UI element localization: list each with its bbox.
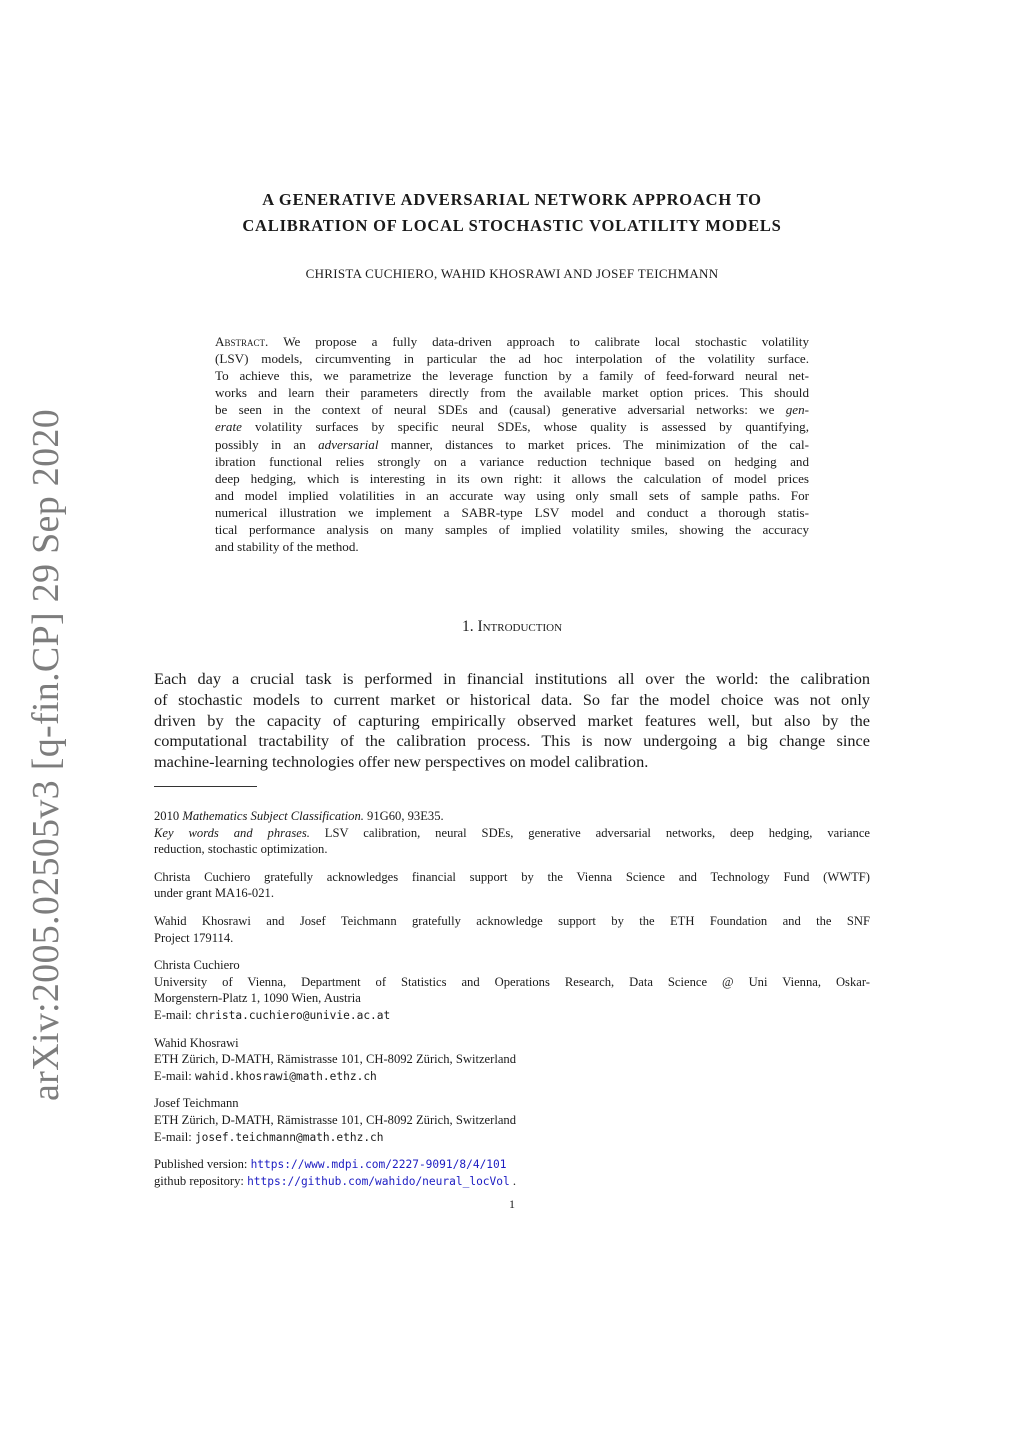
published-version-link[interactable]: https://www.mdpi.com/2227-9091/8/4/101 bbox=[250, 1158, 507, 1172]
footnote-rule bbox=[154, 786, 257, 787]
acknowledgement-cuchiero: Christa Cuchiero gratefully acknowledges financial support by the Vienna Science and Technology Fund (WWTF) bbox=[154, 869, 870, 884]
author-1-email[interactable]: christa.cuchiero@univie.ac.at bbox=[194, 1008, 391, 1022]
author-1-affiliation: University of Vienna, Department of Statistics and Operations Research, Data Science @ Uni Vienna, Oskar- bbox=[154, 974, 870, 989]
intro-line: driven by the capacity of capturing empirically observed market features well, but also by the bbox=[154, 710, 870, 730]
introduction-paragraph bbox=[154, 669, 870, 773]
arxiv-identifier-stamp[interactable]: arXiv:2005.02505v3 [q-fin.CP] 29 Sep 2020 bbox=[25, 408, 67, 1102]
abstract-line: deep hedging, which is interesting in its own right: it allows the calculation of model prices bbox=[215, 470, 809, 486]
intro-line: Each day a crucial task is performed in financial institutions all over the world: the calibration bbox=[154, 669, 870, 688]
title-line-1: A GENERATIVE ADVERSARIAL NETWORK APPROACH TO bbox=[262, 190, 762, 209]
title-line-2: CALIBRATION OF LOCAL STOCHASTIC VOLATILITY MODELS bbox=[242, 216, 782, 235]
section-title: Introduction bbox=[477, 618, 563, 635]
acknowledgement-cuchiero-continued: under grant MA16-021. bbox=[154, 886, 274, 901]
author-2-name: Wahid Khosrawi bbox=[154, 1035, 239, 1050]
author-list: CHRISTA CUCHIERO, WAHID KHOSRAWI AND JOSEF TEICHMANN bbox=[305, 266, 719, 281]
author-1-affiliation-continued: Morgenstern-Platz 1, 1090 Wien, Austria bbox=[154, 991, 361, 1006]
intro-line: machine-learning technologies offer new perspectives on model calibration. bbox=[154, 752, 649, 772]
abstract-line: ibration functional relies strongly on a variance reduction technique based on hedging and bbox=[215, 453, 809, 469]
msc-classification: 2010 Mathematics Subject Classification. 91G60, 93E35. bbox=[154, 809, 444, 823]
abstract-line: numerical illustration we implement a SABR-type LSV model and conduct a thorough statis- bbox=[215, 504, 809, 520]
abstract-line: Abstract. We propose a fully data-driven approach to calibrate local stochastic volatility bbox=[215, 334, 809, 349]
abstract-line: works and learn their parameters directly from the available market option prices. This should bbox=[215, 385, 809, 401]
published-version-line: Published version: https://www.mdpi.com/2227-9091/8/4/101 bbox=[154, 1157, 507, 1172]
github-repository-line: github repository: https://github.com/wahido/neural_locVol . bbox=[154, 1173, 517, 1188]
abstract-line: erate volatility surfaces by specific neural SDEs, whose quality is assessed by quantifying, bbox=[215, 419, 809, 435]
author-3-name: Josef Teichmann bbox=[154, 1096, 239, 1111]
acknowledgement-khosrawi-teichmann: Wahid Khosrawi and Josef Teichmann gratefully acknowledge support by the ETH Foundation and the SNF bbox=[154, 913, 870, 928]
acknowledgement-khosrawi-teichmann-continued: Project 179114. bbox=[154, 930, 234, 945]
author-3-email[interactable]: josef.teichmann@math.ethz.ch bbox=[194, 1130, 384, 1144]
author-2-email[interactable]: wahid.khosrawi@math.ethz.ch bbox=[194, 1069, 377, 1083]
keywords-continued: reduction, stochastic optimization. bbox=[154, 842, 328, 857]
abstract-line: possibly in an adversarial manner, distances to market prices. The minimization of the cal- bbox=[215, 436, 809, 452]
github-repository-link[interactable]: https://github.com/wahido/neural_locVol bbox=[247, 1174, 510, 1188]
section-number: 1. bbox=[461, 618, 474, 635]
intro-line: of stochastic models to current market or historical data. So far the model choice was not only bbox=[154, 689, 870, 709]
author-1-name: Christa Cuchiero bbox=[154, 958, 240, 973]
paper-title bbox=[150, 187, 874, 239]
author-2-email-line: E-mail: wahid.khosrawi@math.ethz.ch bbox=[154, 1068, 377, 1083]
abstract bbox=[215, 333, 809, 555]
footnotes bbox=[154, 808, 870, 1189]
author-2-affiliation: ETH Zürich, D-MATH, Rämistrasse 101, CH-8092 Zürich, Switzerland bbox=[154, 1052, 517, 1067]
abstract-line: be seen in the context of neural SDEs and (causal) generative adversarial networks: we gen- bbox=[215, 402, 809, 418]
abstract-line: To achieve this, we parametrize the leverage function by a family of feed-forward neural net- bbox=[215, 368, 809, 384]
intro-line: computational tractability of the calibration process. This is now undergoing a big change since bbox=[154, 731, 870, 751]
author-3-email-line: E-mail: josef.teichmann@math.ethz.ch bbox=[154, 1129, 384, 1144]
author-3-affiliation: ETH Zürich, D-MATH, Rämistrasse 101, CH-8092 Zürich, Switzerland bbox=[154, 1112, 517, 1127]
abstract-line: and stability of the method. bbox=[215, 539, 359, 555]
keywords: Key words and phrases. LSV calibration, neural SDEs, generative adversarial networks, deep hedging, variance bbox=[154, 825, 871, 840]
abstract-line: (LSV) models, circumventing in particular the ad hoc interpolation of the volatility surface. bbox=[215, 351, 809, 367]
abstract-line: and model implied volatilities in an accurate way using only small sets of sample paths. For bbox=[215, 487, 809, 503]
abstract-line: tical performance analysis on many samples of implied volatility smiles, showing the accuracy bbox=[215, 522, 809, 538]
author-1-email-line: E-mail: christa.cuchiero@univie.ac.at bbox=[154, 1007, 391, 1022]
abstract-label: Abstract. bbox=[215, 334, 269, 349]
page-number: 1 bbox=[509, 1197, 515, 1211]
section-heading-introduction bbox=[150, 618, 874, 636]
